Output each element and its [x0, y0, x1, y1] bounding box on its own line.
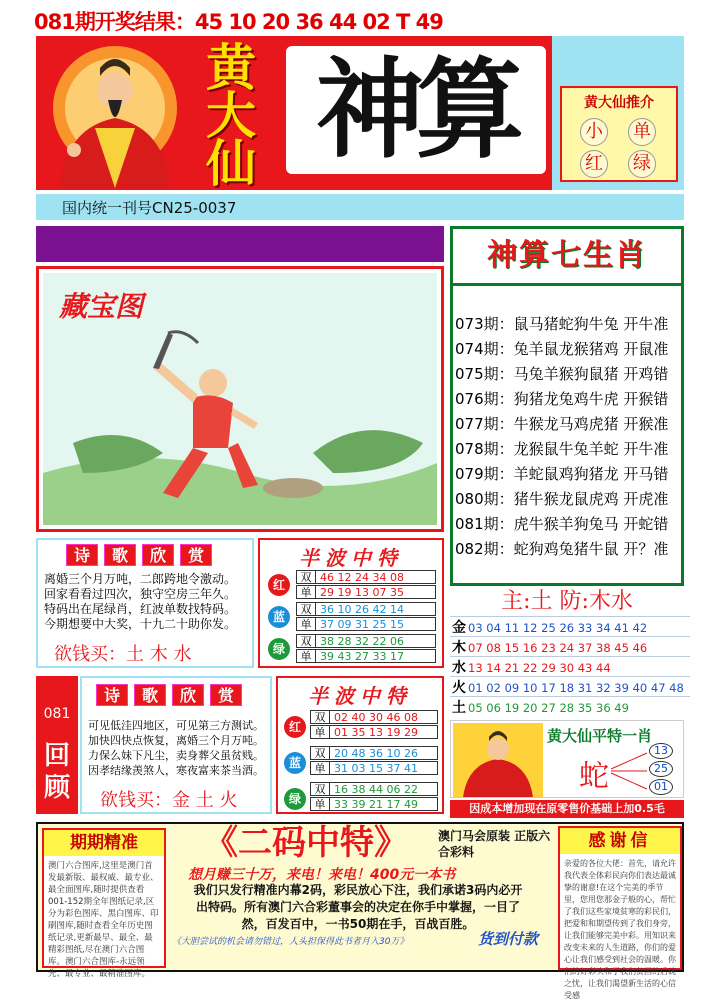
zodiac-row: 077期：牛猴龙马鸡虎猪 开猴准 [455, 415, 669, 433]
wave-numbers: 46 12 24 34 08 [316, 570, 436, 584]
accurate-box [42, 828, 166, 979]
element-numbers: 13 14 21 22 29 30 43 44 [468, 661, 611, 675]
buy-hint: 欲钱买：金 土 火 [100, 790, 238, 811]
zodiac-row: 078期：龙猴鼠牛兔羊蛇 开牛准 [455, 440, 669, 458]
half-wave-title: 半波中特 [308, 684, 412, 708]
draw-result: 081期开奖结果：45 10 20 36 44 02 T 49 [34, 10, 443, 34]
parity-label: 双 [310, 710, 330, 724]
element-row [450, 636, 690, 655]
ping-te-panel [450, 720, 684, 798]
two-code-slogan: 想月赚三十万，来电！来电！400元一本书 [188, 867, 456, 883]
red-wave-badge: 红 [268, 574, 290, 596]
element-numbers: 05 06 19 20 27 28 35 36 49 [468, 701, 629, 715]
parity-label: 双 [310, 782, 330, 796]
green-wave-badge: 绿 [284, 788, 306, 810]
half-wave-title: 半波中特 [299, 546, 403, 570]
recommend-item: 单 [628, 118, 656, 146]
buy-hint: 欲钱买：土 木 水 [54, 644, 192, 665]
element-numbers: 01 02 09 10 17 18 31 32 39 40 47 48 [468, 681, 684, 695]
element-numbers: 07 08 15 16 23 24 37 38 45 46 [468, 641, 648, 655]
zodiac-row: 080期：猪牛猴龙鼠虎鸡 开虎准 [455, 490, 669, 508]
parity-label: 双 [296, 634, 316, 648]
treasure-map-image [43, 273, 437, 525]
parity-label: 双 [296, 602, 316, 616]
masthead [36, 36, 552, 193]
poem-head-char: 欣 [172, 684, 204, 706]
parity-label: 单 [296, 649, 316, 663]
recommend-item: 红 [580, 150, 608, 178]
green-wave-badge: 绿 [268, 638, 290, 660]
element-label: 木 [452, 640, 466, 656]
poem-head-char: 歌 [104, 544, 136, 566]
wave-numbers: 36 10 26 42 14 [316, 602, 436, 616]
poem-head-char: 赏 [210, 684, 242, 706]
parity-label: 单 [310, 761, 330, 775]
accurate-title: 期期精准 [44, 830, 164, 856]
element-row [450, 616, 690, 635]
half-wave-panel [258, 538, 444, 668]
wave-numbers: 39 43 27 33 17 [316, 649, 436, 663]
ping-te-number: 01 [649, 779, 673, 795]
element-label: 土 [452, 700, 466, 716]
treasure-map-title: 藏宝图 [59, 290, 144, 323]
poem-line: 力保么妹下凡尘，卖身葬父虽贫贱。 [88, 749, 264, 762]
parity-label: 单 [296, 585, 316, 599]
review-side-bar [36, 676, 78, 814]
half-wave-panel [276, 676, 444, 814]
poem-head-char: 赏 [180, 544, 212, 566]
zodiac-row: 075期：马兔羊猴狗鼠猪 开鸡错 [455, 365, 669, 383]
wave-numbers: 37 09 31 25 15 [316, 617, 436, 631]
wave-numbers: 01 35 13 19 29 [330, 725, 438, 739]
two-code-title: 《二码中特》 [204, 823, 408, 863]
zodiac-row: 082期：蛇狗鸡兔猪牛鼠 开？准 [455, 540, 669, 558]
five-elements-title: 主:土 防:木水 [450, 588, 684, 616]
two-code-body: 我们只发行精准内幕2码，彩民放心下注，我们承诺3码内必开出特码。所有澳门六合彩董事会的决定在你手中掌握，一目了然，百发百中，一书50期在手，百战百胜。 [193, 883, 523, 931]
ping-te-zodiac: 蛇 [579, 759, 609, 794]
parity-label: 单 [296, 617, 316, 631]
blue-wave-badge: 蓝 [284, 752, 306, 774]
recommend-title: 黄大仙推介 [584, 95, 654, 111]
poem-line: 今期想要中大奖，十九二十助你发。 [44, 617, 237, 631]
poem-head-char: 歌 [134, 684, 166, 706]
two-code-footnote: 《大胆尝试的机会请勿错过，人头担保得此书者月入30万》 [172, 937, 409, 947]
review-label: 回顾 [43, 741, 70, 803]
poem-head-char: 诗 [96, 684, 128, 706]
two-code-subtitle: 澳门马会原装 正版六合彩料 [438, 829, 551, 859]
red-wave-badge: 红 [284, 716, 306, 738]
ping-te-title: 黄大仙平特一肖 [547, 727, 653, 745]
poem-line: 离婚三个月万吨，二郎跨地令激动。 [44, 572, 237, 586]
zodiac-row: 081期：虎牛猴羊狗兔马 开蛇错 [455, 515, 669, 533]
parity-label: 双 [296, 570, 316, 584]
issue-number: 国内统一刊号CN25-0037 [62, 199, 237, 217]
shensuan-title: 神算 [286, 46, 546, 174]
recommend-box [560, 86, 678, 182]
wave-numbers: 16 38 44 06 22 [330, 782, 438, 796]
five-elements-panel [450, 588, 684, 716]
poem-line: 回家看看过四次，独守空房三年久。 [44, 587, 237, 601]
deity-figure-icon [453, 723, 543, 797]
arrow-lines-icon [609, 747, 649, 797]
price-notice: 因成本增加现在原零售价基础上加0.5毛 [450, 800, 684, 818]
wave-numbers: 31 03 15 37 41 [330, 761, 438, 775]
ping-te-number: 13 [649, 743, 673, 759]
wave-numbers: 29 19 13 07 35 [316, 585, 436, 599]
treasure-map-panel [36, 266, 444, 532]
deity-figure-icon [40, 38, 190, 188]
wave-numbers: 33 39 21 17 49 [330, 797, 438, 811]
zodiac-row: 079期：羊蛇鼠鸡狗猪龙 开马错 [455, 465, 669, 483]
purple-banner [36, 226, 444, 262]
thanks-text: 亲爱的各位大佬：首先，请允许我代表全体彩民向你们表达最诚挚的谢意!在这个完美的季节里，您用您那金子般的心，帮忙了我们这些家境贫寒的彩民们，把爱和和期望传到了我们身旁，让我们能够完美中彩。用知识来改变未来的人生道路，你们的爱心让我们感受到社会的温暖。你们的好彩头和了我们贫困的后碗之忧，让我们渴望新生活的心信受感 [564, 859, 676, 1000]
result-bar [0, 0, 718, 36]
zodiac-row: 073期：鼠马猪蛇狗牛兔 开牛准 [455, 315, 669, 333]
parity-label: 单 [310, 725, 330, 739]
poem-head-char: 欣 [142, 544, 174, 566]
parity-label: 双 [310, 746, 330, 760]
recommend-item: 小 [580, 118, 608, 146]
issue-bar [36, 194, 684, 220]
element-row [450, 676, 690, 695]
parity-label: 单 [310, 797, 330, 811]
zodiac-row: 074期：兔羊鼠龙猴猪鸡 开鼠准 [455, 340, 669, 358]
element-label: 水 [452, 660, 466, 676]
thanks-title: 感谢信 [560, 828, 680, 854]
wave-numbers: 02 40 30 46 08 [330, 710, 438, 724]
bottom-ad-panel [36, 822, 684, 1000]
poem-panel [80, 676, 272, 814]
recommend-item: 绿 [628, 150, 656, 178]
zodiac-row: 076期：狗猪龙兔鸡牛虎 开猴错 [455, 390, 669, 408]
ping-te-number: 25 [649, 761, 673, 777]
poem-panel [36, 538, 254, 668]
element-label: 金 [452, 620, 466, 636]
cash-on-delivery: 货到付款 [478, 930, 539, 948]
poem-line: 因孝结缘羡煞人，寒夜富来茶当酒。 [88, 764, 264, 777]
poem-line: 特码出在尾绿肖，红波单数找特码。 [44, 602, 237, 616]
huang-da-xian-title: 黄大仙 [206, 38, 256, 193]
wave-numbers: 20 48 36 10 26 [330, 746, 438, 760]
wave-numbers: 38 28 32 22 06 [316, 634, 436, 648]
thanks-box [558, 826, 682, 1000]
poem-head-char: 诗 [66, 544, 98, 566]
blue-wave-badge: 蓝 [268, 606, 290, 628]
element-numbers: 03 04 11 12 25 26 33 34 41 42 [468, 621, 648, 635]
accurate-text: 澳门六合图库,这里是澳门首发最新版、最权威、最专业、最全面图库,随时提供查看001-152期全年图纸记录,区分为彩色图库、黑白图库、印刷图库,随时查看全年历史图纸记录,更新最早、最全、最精彩图纸,尽在澳门六合图库。澳门六合图库-永远领先、最专业、最精准图库。 [48, 861, 159, 979]
seven-zodiac-title: 神算七生肖 [453, 229, 681, 283]
element-label: 火 [452, 680, 466, 696]
review-issue: 081 [43, 706, 71, 722]
poem-line: 可见低洼四地区，可见第三方测试。 [88, 719, 264, 732]
seven-zodiac-panel [450, 226, 684, 586]
element-row [450, 656, 690, 675]
element-row [450, 696, 690, 715]
poem-line: 加快四快点恢复，离婚三个月万吨。 [88, 734, 264, 747]
